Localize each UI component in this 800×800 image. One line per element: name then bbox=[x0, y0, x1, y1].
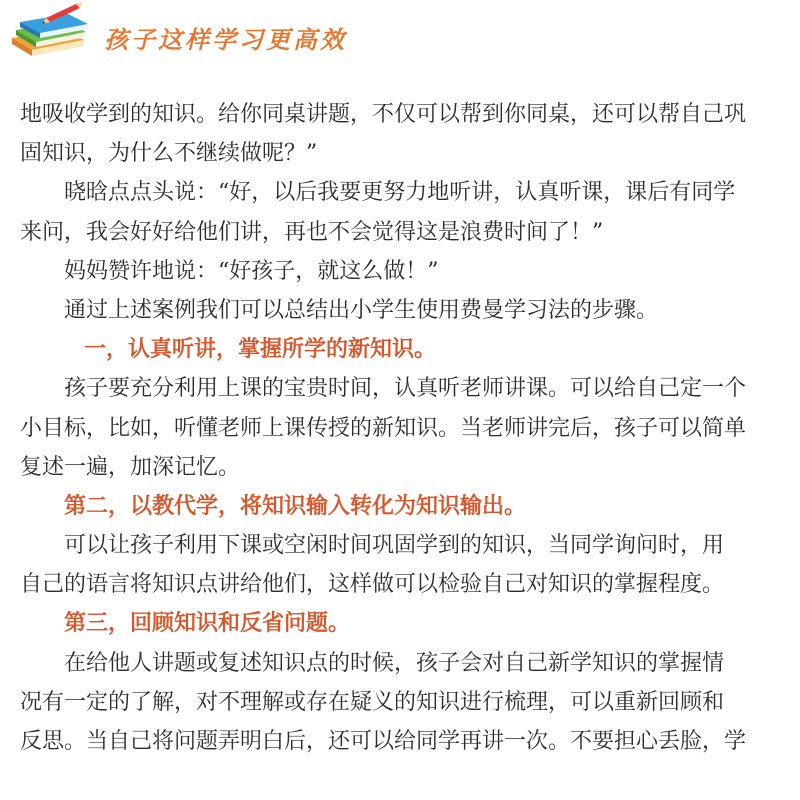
text-line: 在给他人讲题或复述知识点的时候，孩子会对自己新学知识的掌握情 bbox=[64, 650, 725, 676]
text-line: 况有一定的了解，对不理解或存在疑义的知识进行梳理，可以重新回顾和 bbox=[20, 689, 725, 715]
text-line: 自己的语言将知识点讲给他们，这样做可以检验自己对知识的掌握程度。 bbox=[20, 572, 725, 598]
text-line: 可以让孩子利用下课或空闲时间巩固学到的知识，当同学询问时，用 bbox=[64, 533, 725, 559]
text-line: 晓晗点点头说：“好，以后我要更努力地听讲，认真听课，课后有同学 bbox=[64, 180, 736, 206]
section-heading: 第三，回顾知识和反省问题。 bbox=[64, 610, 351, 637]
text-line: 固知识，为什么不继续做呢？” bbox=[20, 141, 318, 167]
text-line: 反思。当自己将问题弄明白后，还可以给同学再讲一次。不要担心丢脸，学 bbox=[20, 729, 747, 754]
section-heading: 第二，以教代学，将知识输入转化为知识输出。 bbox=[64, 492, 527, 519]
text-line: 孩子要充分利用上课的宝贵时间，认真听老师讲课。可以给自己定一个 bbox=[64, 376, 747, 402]
text-line: 通过上述案例我们可以总结出小学生使用费曼学习法的步骤。 bbox=[64, 297, 659, 323]
text-line: 小目标，比如，听懂老师上课传授的新知识。当老师讲完后，孩子可以简单 bbox=[20, 415, 747, 441]
page-header bbox=[0, 0, 800, 78]
text-line: 来问，我会好好给他们讲，再也不会觉得这是浪费时间了！” bbox=[20, 219, 604, 245]
page-header-title: 孩子这样学习更高效 bbox=[104, 26, 347, 54]
body-text bbox=[20, 95, 782, 761]
text-line: 复述一遍，加深记忆。 bbox=[20, 454, 241, 480]
text-line: 地吸收学到的知识。给你同桌讲题，不仅可以帮到你同桌，还可以帮自己巩 bbox=[20, 102, 747, 127]
section-heading: 一，认真听讲，掌握所学的新知识。 bbox=[84, 336, 437, 363]
book-stack-pencil-icon bbox=[6, 0, 98, 68]
text-line: 妈妈赞许地说：“好孩子，就这么做！” bbox=[64, 258, 439, 284]
